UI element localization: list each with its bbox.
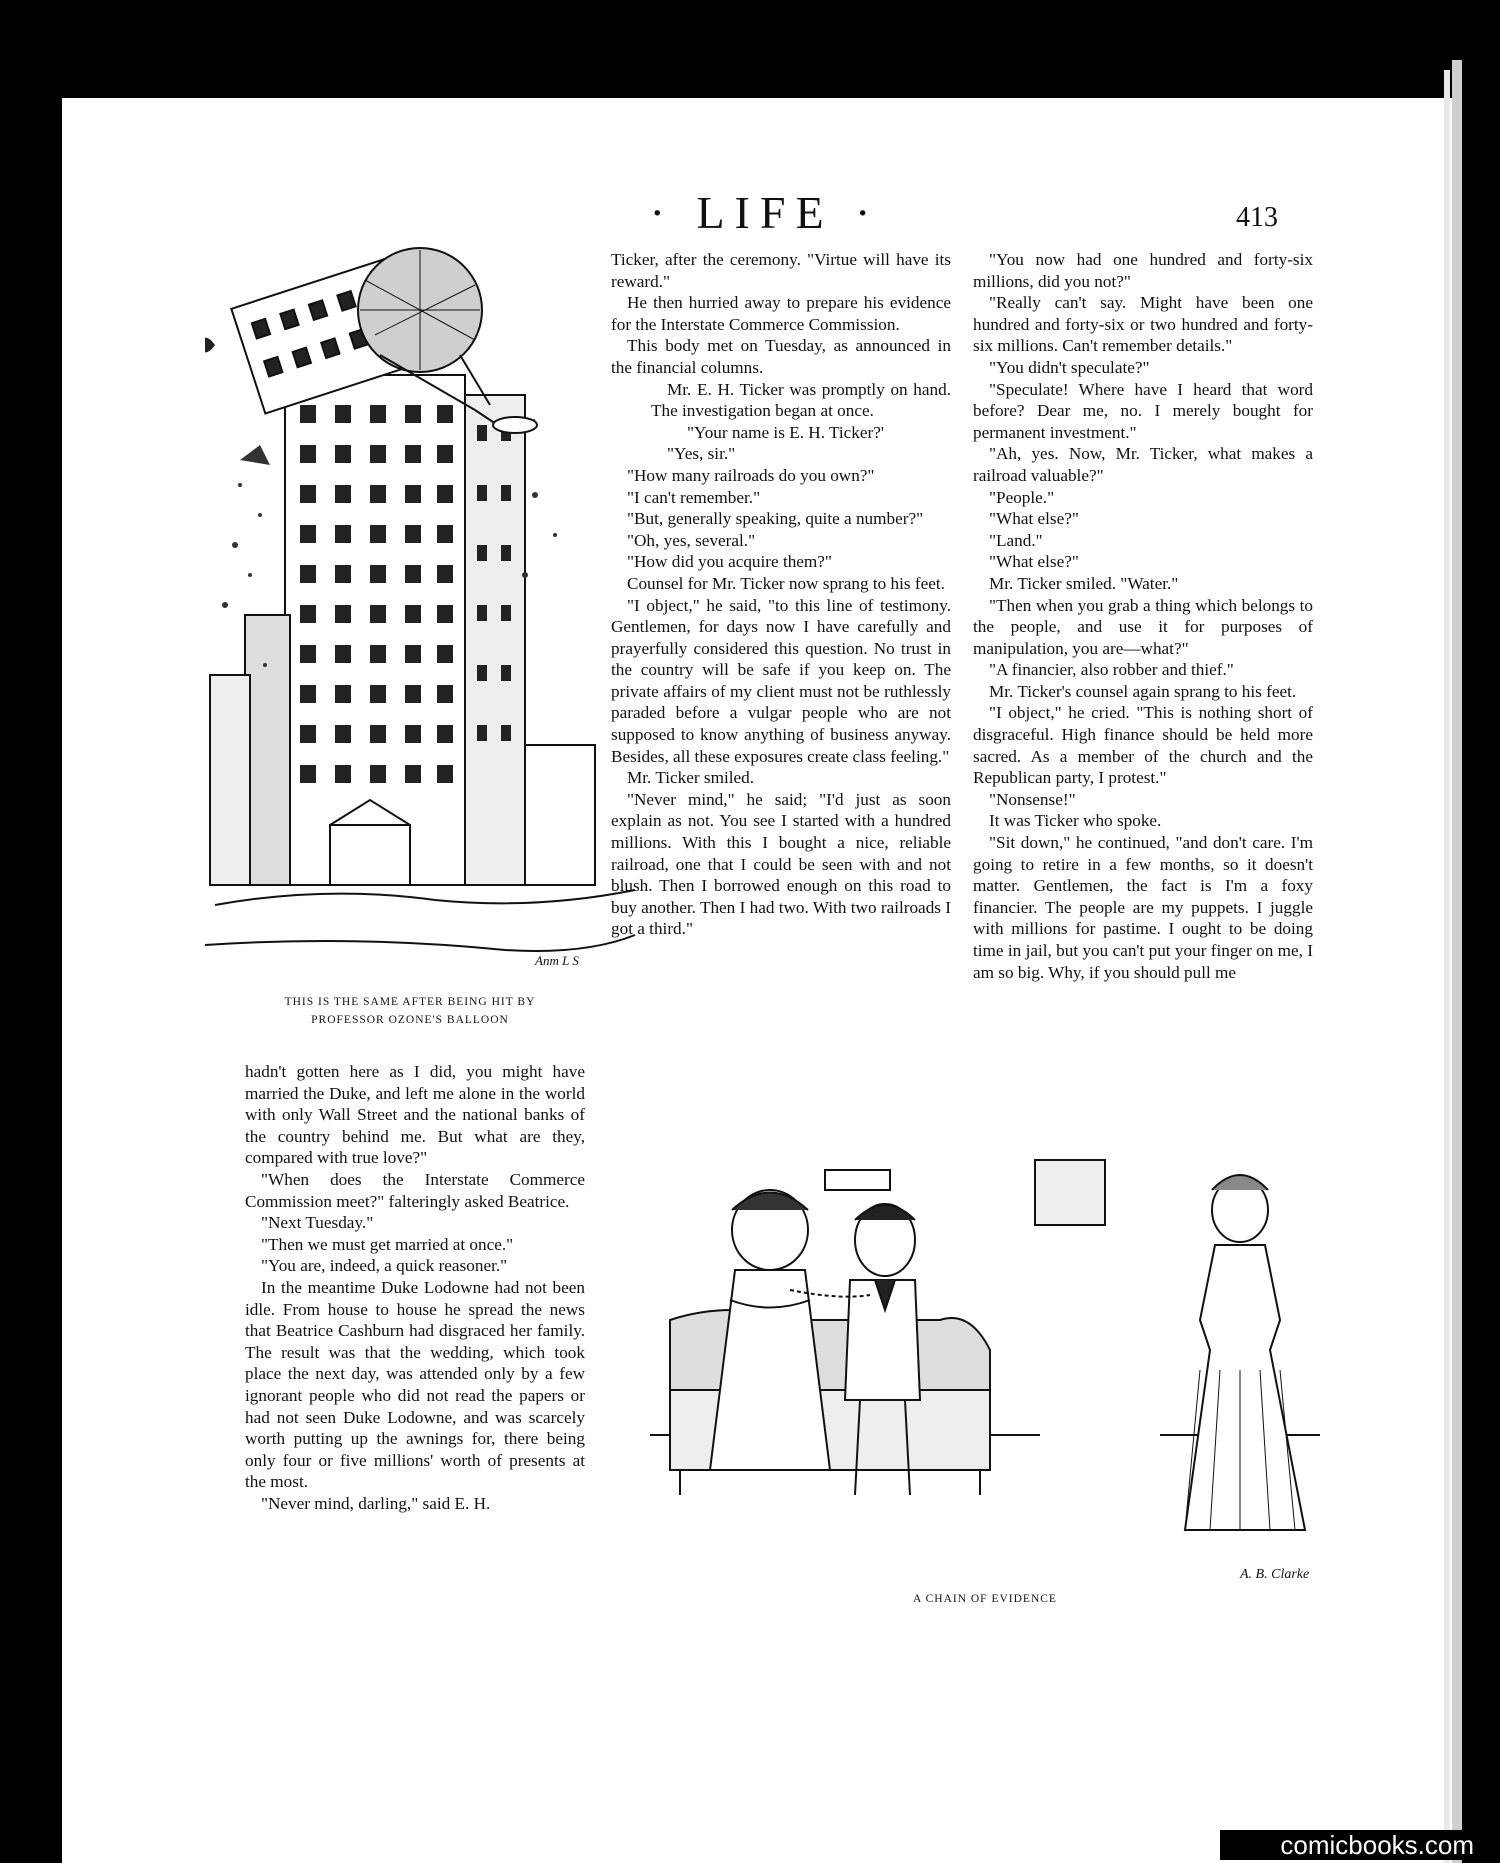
paragraph: "Sit down," he continued, "and don't care. I'm going to retire in a few months, so it doesn't matter. Gentlemen, the fact is I'm a foxy financier. The people are my puppets. I juggle with millions for pastime. I ought to be doing time in jail, but you can't put your finger on me, I am so big. Why, if you should pull me (973, 833, 1313, 982)
paragraph: This body met on Tuesday, as announced in the financial columns. (611, 336, 951, 377)
paragraph: "Then when you grab a thing which belongs to the people, and use it for purposes of manipulation, you are—what?" (973, 595, 1313, 658)
text-column-3 (973, 249, 1313, 983)
paragraph: "Yes, sir." (667, 444, 736, 464)
paragraph: "But, generally speaking, quite a number?" (627, 509, 924, 529)
illustration-signature-1: Anm L S (535, 953, 579, 968)
paragraph: Mr. E. H. Ticker was promptly on hand. The investigation began at once. (651, 379, 951, 421)
paragraph: "When does the Interstate Commerce Commission meet?" falteringly asked Beatrice. (245, 1169, 585, 1211)
caption-line-1: THIS IS THE SAME AFTER BEING HIT BY (284, 996, 536, 1008)
paragraph: "What else?" (989, 509, 1079, 529)
paragraph: "Nonsense!" (989, 789, 1076, 809)
paragraph: "A financier, also robber and thief." (989, 660, 1234, 680)
paragraph: "Never mind," he said; "I'd just as soon explain as not. You see I started with a hundred millions. With this I bought a nice, reliable railroad, one that I could be seen with and not blush. Then I borrowed enough on this road to buy another. Then I had two. With two railroads I got a third." (611, 789, 951, 939)
building-balloon-illustration (205, 245, 645, 985)
paragraph: "Really can't say. Might have been one hundred and forty-six or two hundred and forty-six millions. Can't remember details." (973, 293, 1313, 356)
watermark: comicbooks.com (1220, 1830, 1490, 1860)
paragraph: "You are, indeed, a quick reasoner." (261, 1256, 508, 1276)
paragraph: "Speculate! Where have I heard that word before? Dear me, no. I merely bought for permanent investment." (973, 379, 1313, 442)
paragraph: "Ah, yes. Now, Mr. Ticker, what makes a railroad valuable?" (973, 444, 1313, 485)
paragraph: "Your name is E. H. Ticker?' (687, 422, 884, 442)
paragraph: "Oh, yes, several." (627, 530, 756, 550)
paragraph: "You now had one hundred and forty-six millions, did you not?" (973, 250, 1313, 291)
paragraph: Mr. Ticker smiled. (627, 768, 755, 788)
paragraph: "I object," he cried. "This is nothing short of disgraceful. High finance should be held more sacred. As a member of the church and the Republican party, I protest." (973, 703, 1313, 788)
paragraph: "How did you acquire them?" (627, 552, 832, 572)
paragraph: Mr. Ticker's counsel again sprang to his feet. (989, 681, 1297, 701)
page-number: 413 (1236, 202, 1278, 233)
text-column-1 (245, 1061, 585, 1514)
magazine-title: · LIFE · (649, 187, 881, 238)
paragraph: "I can't remember." (627, 487, 761, 507)
paragraph: "People." (989, 487, 1055, 507)
illustration-caption-1 (240, 993, 580, 1029)
paragraph: In the meantime Duke Lodowne had not been idle. From house to house he spread the news that Beatrice Cashburn had disgraced her family. The result was that the wedding, which took place the next day, was attended only by a few ignorant people who did not read the papers or had not seen Duke Lodowne, and was scarcely worth putting up the awnings for, there being only four or five millions' worth of presents at the most. (245, 1277, 585, 1492)
illustration-signature-2: A. B. Clarke (1240, 1567, 1310, 1580)
paragraph: "You didn't speculate?" (989, 357, 1150, 377)
paragraph: "Next Tuesday." (261, 1213, 374, 1233)
paragraph: Counsel for Mr. Ticker now sprang to his feet. (627, 573, 945, 593)
paragraph: "Land." (989, 530, 1043, 550)
page-edge-outer (1452, 60, 1462, 1863)
paragraph: "I object," he said, "to this line of testimony. Gentlemen, for days now I have carefully and prayerfully considered this question. No trust in the country will be safe if you keep on. The private affairs of my client must not be ruthlessly paraded before a vulgar people who are not supposed to know anything of business anyway. Besides, all these exposures create class feeling." (611, 595, 951, 766)
paragraph: He then hurried away to prepare his evidence for the Interstate Commerce Commission. (611, 293, 951, 334)
caption-line-2: PROFESSOR OZONE'S BALLOON (311, 1014, 509, 1026)
paragraph: "Then we must get married at once." (261, 1234, 514, 1254)
page-edge (1444, 70, 1450, 1863)
paragraph: "How many railroads do you own?" (627, 465, 875, 485)
paragraph: It was Ticker who spoke. (989, 811, 1162, 831)
paragraph: "What else?" (989, 552, 1079, 572)
paragraph: "Never mind, darling," said E. H. (261, 1493, 491, 1513)
illustration-caption-2: A CHAIN OF EVIDENCE (913, 1593, 1057, 1605)
chain-of-evidence-illustration (640, 1150, 1320, 1580)
paragraph: hadn't gotten here as I did, you might have married the Duke, and left me alone in the world with only Wall Street and the national banks of the country behind me. But what are they, compared with true love?" (245, 1062, 585, 1168)
paragraph: Mr. Ticker smiled. "Water." (989, 573, 1179, 593)
text-column-2 (611, 249, 951, 940)
paragraph: Ticker, after the ceremony. "Virtue will have its reward." (611, 250, 951, 291)
